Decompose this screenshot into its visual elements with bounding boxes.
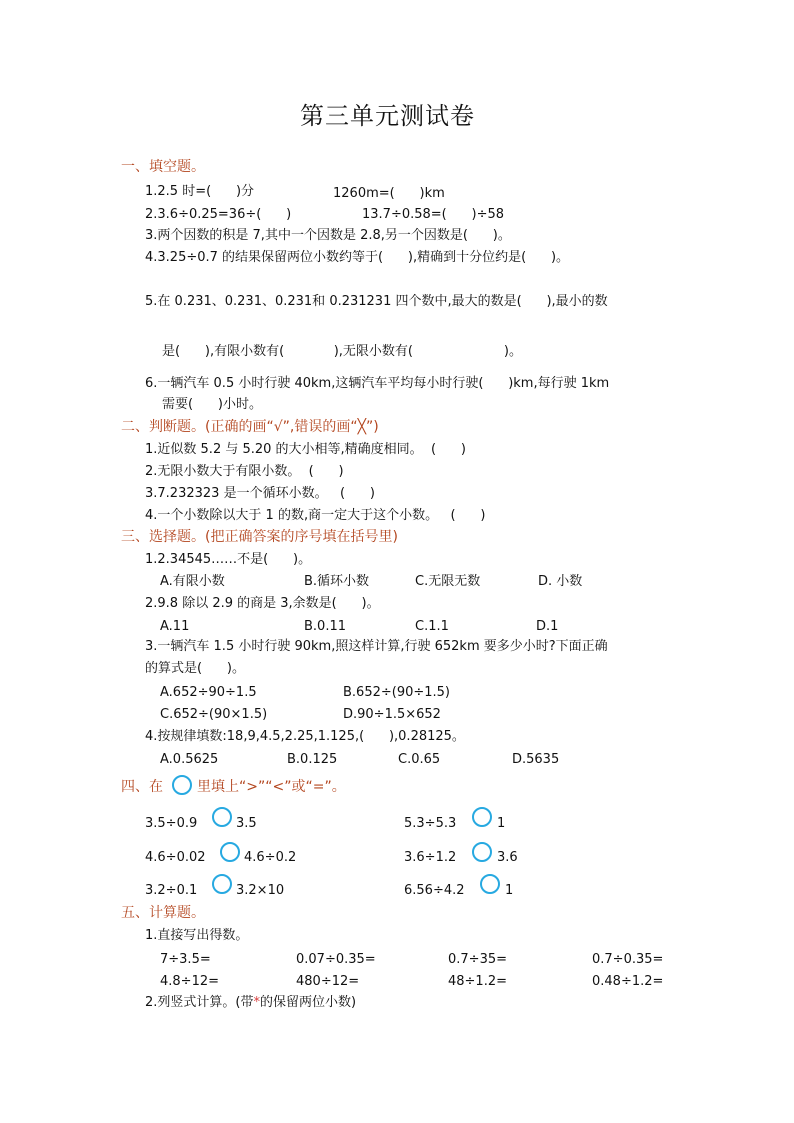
s5-calc-8: 0.48÷1.2=	[592, 974, 664, 989]
s4-item1-right: 3.5	[236, 816, 257, 831]
page-title: 第三单元测试卷	[300, 102, 475, 130]
s4-item6-left: 6.56÷4.2	[404, 883, 465, 898]
s5-calc-5: 4.8÷12=	[160, 974, 220, 989]
s5-sub2	[145, 996, 356, 1009]
section-5-heading: 五、计算题。	[121, 905, 205, 921]
section-1-heading: 一、填空题。	[121, 159, 205, 175]
s1-q3: 3.两个因数的积是 7,其中一个因数是 2.8,另一个因数是( )。	[145, 228, 511, 243]
compare-circle-3[interactable]	[220, 842, 240, 862]
s3-q3-option-a: A.652÷90÷1.5	[160, 685, 257, 700]
s4-item1-left: 3.5÷0.9	[145, 816, 198, 831]
s2-q3: 3.7.232323 是一个循环小数。 ( )	[145, 486, 375, 501]
s3-q3a: 3.一辆汽车 1.5 小时行驶 90km,照这样计算,行驶 652km 要多少小时?下面正确	[145, 639, 608, 654]
s5-calc-4: 0.7÷0.35=	[592, 952, 664, 967]
compare-circle-4[interactable]	[472, 842, 492, 862]
s4-item6-right: 1	[505, 883, 514, 898]
s4-item2-left: 5.3÷5.3	[404, 816, 457, 831]
s4-item3-left: 4.6÷0.02	[145, 850, 206, 865]
s5-calc-7: 48÷1.2=	[448, 974, 508, 989]
s3-q4-option-d: D.5635	[512, 752, 560, 767]
s1-q5b: 是( ),有限小数有( ),无限小数有( )。	[162, 344, 522, 359]
s3-q4-option-b: B.0.125	[287, 752, 338, 767]
s3-q3b: 的算式是( )。	[145, 661, 245, 676]
s1-q2b: 13.7÷0.58=( )÷58	[362, 207, 505, 222]
s1-q1b: 1260m=( )km	[333, 186, 445, 201]
compare-circle-6[interactable]	[480, 874, 500, 894]
s3-q3-option-c: C.652÷(90×1.5)	[160, 707, 268, 722]
s4-item2-right: 1	[497, 816, 506, 831]
s5-calc-1: 7÷3.5=	[160, 952, 211, 967]
s3-q2: 2.9.8 除以 2.9 的商是 3,余数是( )。	[145, 596, 380, 611]
s1-q5a: 5.在 0.231、0.231、0.231和 0.231231 四个数中,最大的数是( ),最小的数	[145, 294, 608, 309]
compare-circle-5[interactable]	[212, 874, 232, 894]
s4-item4-right: 3.6	[497, 850, 518, 865]
s2-q2: 2.无限小数大于有限小数。 ( )	[145, 464, 344, 479]
s1-q6a: 6.一辆汽车 0.5 小时行驶 40km,这辆汽车平均每小时行驶( )km,每行驶 1km	[145, 376, 610, 391]
section-2-heading: 二、判断题。(正确的画“√”,错误的画“╳”)	[121, 419, 379, 435]
s3-q1-option-c: C.无限无数	[415, 574, 481, 589]
s3-q2-option-c: C.1.1	[415, 619, 449, 634]
s2-q4: 4.一个小数除以大于 1 的数,商一定大于这个小数。 ( )	[145, 508, 486, 523]
compare-circle-icon	[172, 775, 192, 795]
s3-q2-option-b: B.0.11	[304, 619, 346, 634]
s5-sub2-suffix: 的保留两位小数)	[259, 995, 357, 1010]
s4-item3-right: 4.6÷0.2	[244, 850, 297, 865]
s5-sub1: 1.直接写出得数。	[145, 928, 249, 943]
s3-q2-option-d: D.1	[536, 619, 559, 634]
s4-item4-left: 3.6÷1.2	[404, 850, 457, 865]
s1-q2a: 2.3.6÷0.25=36÷( )	[145, 207, 292, 222]
s5-calc-6: 480÷12=	[296, 974, 360, 989]
s3-q4: 4.按规律填数:18,9,4.5,2.25,1.125,( ),0.28125。	[145, 729, 465, 744]
s3-q1-option-a: A.有限小数	[160, 574, 225, 589]
s3-q1-option-b: B.循环小数	[304, 574, 370, 589]
s3-q1: 1.2.34545……不是( )。	[145, 552, 312, 567]
section-3-heading: 三、选择题。(把正确答案的序号填在括号里)	[121, 529, 398, 545]
section-4-heading-prefix: 四、在	[121, 779, 163, 795]
s4-item5-right: 3.2×10	[236, 883, 285, 898]
s3-q2-option-a: A.11	[160, 619, 190, 634]
s3-q3-option-d: D.90÷1.5×652	[343, 707, 441, 722]
s3-q4-option-a: A.0.5625	[160, 752, 219, 767]
compare-circle-2[interactable]	[472, 807, 492, 827]
section-4-heading-suffix: 里填上“>”“<”或“=”。	[197, 779, 346, 795]
s3-q3-option-b: B.652÷(90÷1.5)	[343, 685, 451, 700]
s4-item5-left: 3.2÷0.1	[145, 883, 198, 898]
s3-q1-option-d: D. 小数	[538, 574, 583, 589]
s3-q4-option-c: C.0.65	[398, 752, 441, 767]
compare-circle-1[interactable]	[212, 807, 232, 827]
star-icon: *	[253, 995, 260, 1010]
s5-sub2-prefix: 2.列竖式计算。(带	[145, 995, 254, 1010]
s2-q1: 1.近似数 5.2 与 5.20 的大小相等,精确度相同。 ( )	[145, 442, 466, 457]
s1-q4: 4.3.25÷0.7 的结果保留两位小数约等于( ),精确到十分位约是( )。	[145, 250, 570, 265]
s5-calc-3: 0.7÷35=	[448, 952, 508, 967]
s1-q1a: 1.2.5 时=( )分	[145, 184, 255, 199]
s1-q6b: 需要( )小时。	[162, 397, 262, 412]
s5-calc-2: 0.07÷0.35=	[296, 952, 376, 967]
